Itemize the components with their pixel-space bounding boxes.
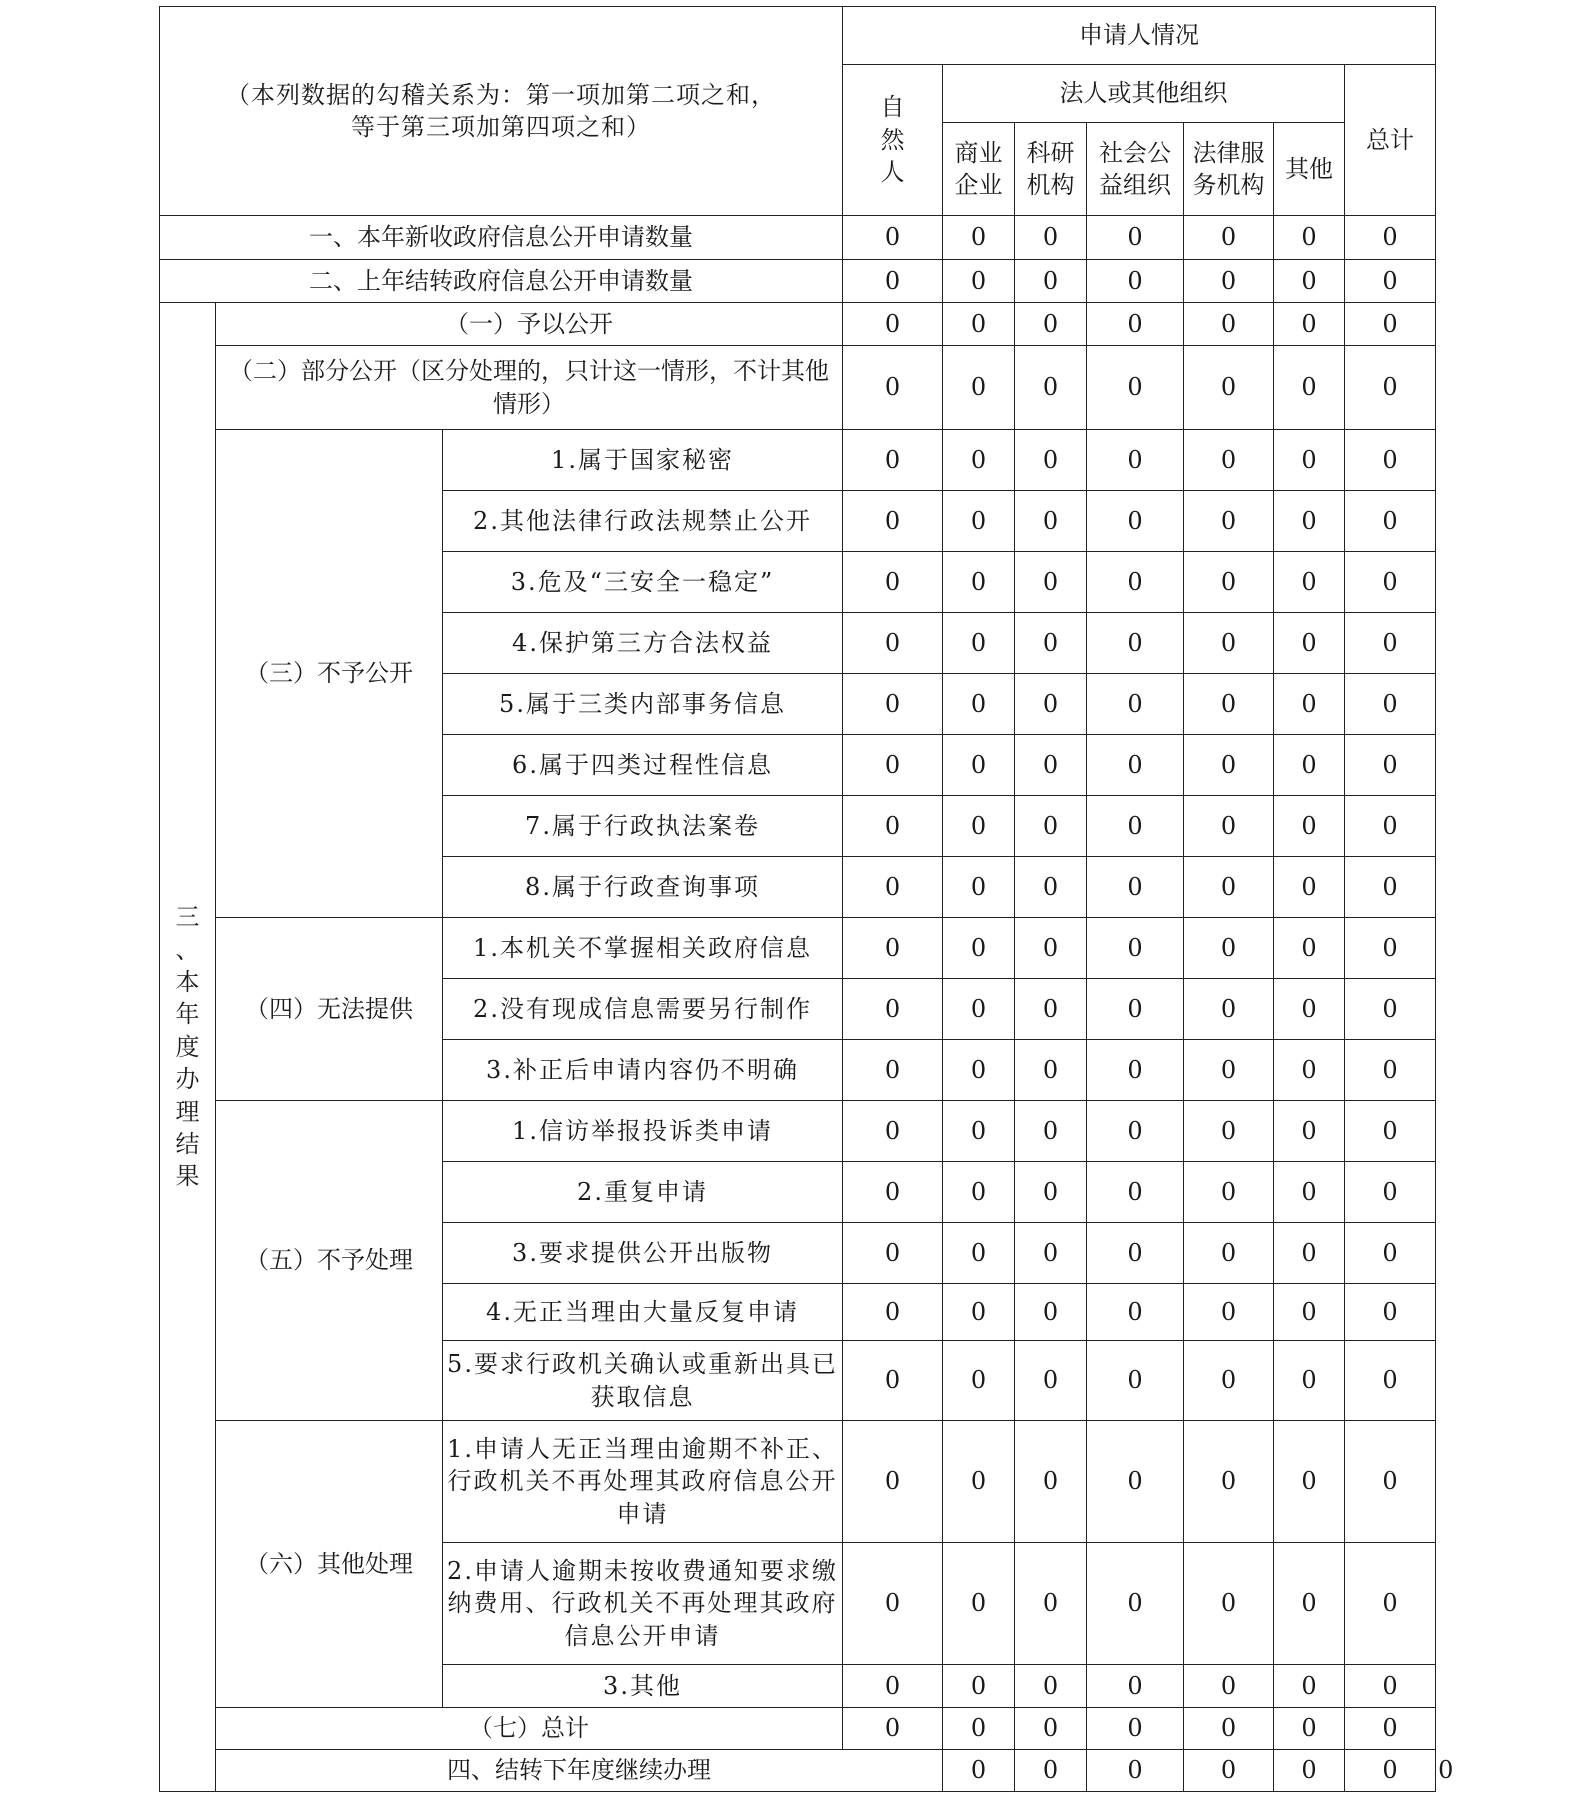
value-cell: 0	[1345, 1223, 1436, 1284]
item-g3-2: 2.其他法律行政法规禁止公开	[443, 491, 843, 552]
value-cell: 0	[1015, 674, 1087, 735]
value-cell: 0	[943, 735, 1015, 796]
section-results-vertical: 三 、 本 年 度 办 理 结 果	[160, 303, 216, 1792]
value-cell: 0	[943, 1040, 1015, 1101]
value-cell: 0	[943, 1223, 1015, 1284]
value-cell: 0	[1184, 491, 1274, 552]
section-new-requests: 一、本年新收政府信息公开申请数量	[160, 216, 843, 260]
value-cell: 0	[1087, 430, 1184, 491]
value-cell: 0	[943, 1101, 1015, 1162]
value-cell: 0	[1184, 260, 1274, 303]
value-cell: 0	[1087, 857, 1184, 918]
value-cell: 0	[1184, 216, 1274, 260]
value-cell: 0	[1015, 303, 1087, 346]
value-cell: 0	[1345, 260, 1436, 303]
value-cell: 0	[1087, 674, 1184, 735]
value-cell: 0	[1184, 674, 1274, 735]
value-cell: 0	[1184, 1750, 1274, 1792]
value-cell: 0	[1015, 1341, 1087, 1421]
value-cell: 0	[1087, 346, 1184, 430]
value-cell: 0	[1345, 430, 1436, 491]
value-cell: 0	[1087, 303, 1184, 346]
value-cell: 0	[1345, 613, 1436, 674]
value-cell: 0	[943, 857, 1015, 918]
value-cell: 0	[1274, 260, 1345, 303]
value-cell: 0	[1087, 796, 1184, 857]
value-cell: 0	[1345, 303, 1436, 346]
value-cell: 0	[843, 735, 943, 796]
item-g3-1: 1.属于国家秘密	[443, 430, 843, 491]
value-cell: 0	[843, 979, 943, 1040]
value-cell: 0	[943, 1162, 1015, 1223]
group-g6: （六）其他处理	[216, 1421, 443, 1708]
value-cell: 0	[1015, 1101, 1087, 1162]
value-cell: 0	[943, 613, 1015, 674]
value-cell: 0	[1345, 346, 1436, 430]
item-g4-3: 3.补正后申请内容仍不明确	[443, 1040, 843, 1101]
value-cell: 0	[843, 1284, 943, 1341]
value-cell: 0	[1015, 1421, 1087, 1543]
value-cell: 0	[843, 1341, 943, 1421]
section-carried-over: 二、上年结转政府信息公开申请数量	[160, 260, 843, 303]
value-cell: 0	[1345, 1284, 1436, 1341]
value-cell: 0	[943, 979, 1015, 1040]
value-cell: 0	[843, 796, 943, 857]
value-cell: 0	[1345, 918, 1436, 979]
value-cell: 0	[1087, 1341, 1184, 1421]
value-cell: 0	[1087, 1665, 1184, 1708]
value-cell: 0	[1184, 1284, 1274, 1341]
value-cell: 0	[1015, 216, 1087, 260]
item-g4-2: 2.没有现成信息需要另行制作	[443, 979, 843, 1040]
value-cell: 0	[843, 1101, 943, 1162]
value-cell: 0	[1345, 735, 1436, 796]
value-cell: 0	[1274, 552, 1345, 613]
social-header: 社会公益组织	[1087, 123, 1184, 216]
value-cell: 0	[1087, 1040, 1184, 1101]
item-g5-3: 3.要求提供公开出版物	[443, 1223, 843, 1284]
value-cell: 0	[1087, 979, 1184, 1040]
value-cell: 0	[843, 430, 943, 491]
value-cell: 0	[1015, 735, 1087, 796]
value-cell: 0	[843, 1665, 943, 1708]
value-cell: 0	[1015, 430, 1087, 491]
value-cell: 0	[1274, 1421, 1345, 1543]
value-cell: 0	[1274, 491, 1345, 552]
value-cell: 0	[1184, 1708, 1274, 1750]
value-cell: 0	[1087, 1101, 1184, 1162]
value-cell: 0	[1184, 1421, 1274, 1543]
value-cell: 0	[1184, 857, 1274, 918]
value-cell: 0	[1087, 918, 1184, 979]
value-cell: 0	[843, 1040, 943, 1101]
item-g5-4: 4.无正当理由大量反复申请	[443, 1284, 843, 1341]
natural-person-header: 自然人	[843, 65, 943, 216]
legal-service-header: 法律服务机构	[1184, 123, 1274, 216]
value-cell: 0	[1184, 918, 1274, 979]
value-cell: 0	[1345, 1421, 1436, 1543]
value-cell: 0	[943, 796, 1015, 857]
value-cell: 0	[1015, 346, 1087, 430]
value-cell: 0	[1015, 1284, 1087, 1341]
value-cell: 0	[1184, 303, 1274, 346]
value-cell: 0	[1015, 796, 1087, 857]
value-cell: 0	[1184, 1665, 1274, 1708]
value-cell: 0	[1184, 552, 1274, 613]
value-cell: 0	[943, 216, 1015, 260]
value-cell: 0	[943, 674, 1015, 735]
value-cell: 0	[1087, 1421, 1184, 1543]
value-cell: 0	[1274, 216, 1345, 260]
value-cell: 0	[1184, 346, 1274, 430]
group-g3: （三）不予公开	[216, 430, 443, 918]
value-cell: 0	[1015, 1223, 1087, 1284]
value-cell: 0	[943, 1421, 1015, 1543]
value-cell: 0	[1184, 1223, 1274, 1284]
value-cell: 0	[1087, 1543, 1184, 1665]
value-cell: 0	[1274, 613, 1345, 674]
value-cell: 0	[1184, 1543, 1274, 1665]
relation-note-line1: （本列数据的勾稽关系为：第一项加第二项之和，	[226, 80, 776, 109]
value-cell: 0	[1184, 1162, 1274, 1223]
value-cell: 0	[1087, 552, 1184, 613]
value-cell: 0	[1184, 613, 1274, 674]
value-cell: 0	[943, 430, 1015, 491]
value-cell: 0	[1274, 979, 1345, 1040]
value-cell: 0	[843, 346, 943, 430]
value-cell: 0	[1184, 796, 1274, 857]
value-cell: 0	[943, 260, 1015, 303]
value-cell: 0	[943, 1543, 1015, 1665]
value-cell: 0	[1087, 1708, 1184, 1750]
value-cell: 0	[1087, 491, 1184, 552]
value-cell: 0	[1274, 1040, 1345, 1101]
value-cell: 0	[1345, 1708, 1436, 1750]
value-cell: 0	[1274, 1543, 1345, 1665]
value-cell: 0	[1274, 1101, 1345, 1162]
value-cell: 0	[1015, 1708, 1087, 1750]
value-cell: 0	[1087, 735, 1184, 796]
value-cell: 0	[843, 1708, 943, 1750]
value-cell: 0	[1274, 1284, 1345, 1341]
group-total: （七）总计	[216, 1708, 843, 1750]
value-cell: 0	[843, 1223, 943, 1284]
value-cell: 0	[1015, 979, 1087, 1040]
value-cell: 0	[1345, 216, 1436, 260]
group-g5: （五）不予处理	[216, 1101, 443, 1421]
value-cell: 0	[1087, 1223, 1184, 1284]
item-g3-7: 7.属于行政执法案卷	[443, 796, 843, 857]
value-cell: 0	[1345, 979, 1436, 1040]
value-cell: 0	[1345, 1750, 1436, 1792]
value-cell: 0	[1345, 552, 1436, 613]
value-cell: 0	[1274, 674, 1345, 735]
value-cell: 0	[1345, 1543, 1436, 1665]
value-cell: 0	[843, 491, 943, 552]
section-carry-forward: 四、结转下年度继续办理	[216, 1750, 943, 1792]
item-g3-4: 4.保护第三方合法权益	[443, 613, 843, 674]
value-cell: 0	[943, 346, 1015, 430]
value-cell: 0	[1274, 1162, 1345, 1223]
value-cell: 0	[1015, 491, 1087, 552]
value-cell: 0	[1015, 1162, 1087, 1223]
value-cell: 0	[1274, 303, 1345, 346]
value-cell: 0	[1274, 1750, 1345, 1792]
value-cell: 0	[1274, 1341, 1345, 1421]
value-cell: 0	[1345, 1040, 1436, 1101]
value-cell: 0	[1345, 491, 1436, 552]
value-cell: 0	[843, 857, 943, 918]
value-cell: 0	[943, 918, 1015, 979]
value-cell: 0	[1184, 1101, 1274, 1162]
value-cell: 0	[1015, 613, 1087, 674]
value-cell: 0	[1184, 430, 1274, 491]
value-cell: 0	[1274, 1708, 1345, 1750]
total-header: 总计	[1345, 65, 1436, 216]
value-cell: 0	[1015, 857, 1087, 918]
research-header: 科研机构	[1015, 123, 1087, 216]
value-cell: 0	[1184, 1341, 1274, 1421]
item-g3-3: 3.危及“三安全一稳定”	[443, 552, 843, 613]
value-cell: 0	[843, 674, 943, 735]
value-cell: 0	[1015, 918, 1087, 979]
value-cell: 0	[1345, 1665, 1436, 1708]
value-cell: 0	[843, 1421, 943, 1543]
value-cell: 0	[943, 491, 1015, 552]
value-cell: 0	[1015, 1750, 1087, 1792]
value-cell: 0	[843, 1543, 943, 1665]
value-cell: 0	[1274, 1665, 1345, 1708]
value-cell: 0	[943, 1341, 1015, 1421]
value-cell: 0	[1345, 796, 1436, 857]
value-cell: 0	[843, 552, 943, 613]
value-cell: 0	[1087, 216, 1184, 260]
group-disclose: （一）予以公开	[216, 303, 843, 346]
value-cell: 0	[943, 1750, 1015, 1792]
item-g3-6: 6.属于四类过程性信息	[443, 735, 843, 796]
value-cell: 0	[1015, 1040, 1087, 1101]
legal-org-header: 法人或其他组织	[943, 65, 1345, 123]
value-cell: 0	[1087, 260, 1184, 303]
value-cell: 0	[843, 216, 943, 260]
value-cell: 0	[943, 552, 1015, 613]
item-g6-1: 1.申请人无正当理由逾期不补正、行政机关不再处理其政府信息公开申请	[443, 1421, 843, 1543]
value-cell: 0	[943, 1708, 1015, 1750]
commercial-header: 商业企业	[943, 123, 1015, 216]
item-g5-1: 1.信访举报投诉类申请	[443, 1101, 843, 1162]
value-cell: 0	[1274, 346, 1345, 430]
group-g4: （四）无法提供	[216, 918, 443, 1101]
value-cell: 0	[1345, 1341, 1436, 1421]
item-g4-1: 1.本机关不掌握相关政府信息	[443, 918, 843, 979]
value-cell: 0	[1015, 1665, 1087, 1708]
relation-note-line2: 等于第三项加第四项之和）	[351, 113, 651, 141]
value-cell: 0	[843, 303, 943, 346]
value-cell: 0	[1087, 1750, 1184, 1792]
item-g3-8: 8.属于行政查询事项	[443, 857, 843, 918]
value-cell: 0	[1345, 674, 1436, 735]
value-cell: 0	[1274, 796, 1345, 857]
item-g5-5: 5.要求行政机关确认或重新出具已获取信息	[443, 1341, 843, 1421]
value-cell: 0	[1087, 1162, 1184, 1223]
value-cell: 0	[843, 613, 943, 674]
value-cell: 0	[1274, 1223, 1345, 1284]
value-cell: 0	[943, 1665, 1015, 1708]
value-cell: 0	[1015, 552, 1087, 613]
item-g6-3: 3.其他	[443, 1665, 843, 1708]
value-cell: 0	[1345, 1101, 1436, 1162]
value-cell: 0	[1015, 1543, 1087, 1665]
value-cell: 0	[843, 918, 943, 979]
value-cell: 0	[1274, 857, 1345, 918]
item-g3-5: 5.属于三类内部事务信息	[443, 674, 843, 735]
value-cell: 0	[1274, 918, 1345, 979]
value-cell: 0	[1184, 1040, 1274, 1101]
applicant-header: 申请人情况	[843, 7, 1436, 65]
value-cell: 0	[1015, 260, 1087, 303]
value-cell: 0	[843, 1162, 943, 1223]
value-cell: 0	[843, 260, 943, 303]
value-cell: 0	[1274, 430, 1345, 491]
other-header: 其他	[1274, 123, 1345, 216]
value-cell: 0	[1345, 857, 1436, 918]
item-g5-2: 2.重复申请	[443, 1162, 843, 1223]
value-cell: 0	[1087, 613, 1184, 674]
group-partial-disclose: （二）部分公开（区分处理的，只计这一情形，不计其他情形）	[216, 346, 843, 430]
value-cell: 0	[1274, 735, 1345, 796]
item-g6-2: 2.申请人逾期未按收费通知要求缴纳费用、行政机关不再处理其政府信息公开申请	[443, 1543, 843, 1665]
disclosure-statistics-table: （本列数据的勾稽关系为：第一项加第二项之和， 等于第三项加第四项之和） 申请人情况 自然人 法人或其他组织 总计 商业企业 科研机构 社会公益组织 法律服务机构 其他 一、本年新收政府信息公开申请数量 0 0 0 0 0 0 0 二、上年结转政府信息公开申请数量 0 0 0 0 0 0 0 三 、 本 年 度 办 理 结 果 （一）予以公开 0 0 0 0 0 0 0 （二）部分公开（区分处理的，只计这一情形，不计其他情形） 0 0 0 0 0 0 0 （三）不予公开 1.属于国家秘密 0 0 0 0 0 0 0 2.其他法律行政法规禁止公开 0 0 0 0 0 0 0 3.危及“三安全一稳定” 0 0 0 0 0 0 0 4.保护第三方合法权益 0 0 0 0 0 0 0 5.属于三类内部事务信息 0 0 0 0 0 0 0 6.属于四类过程性信息 0 0 0 0 0 0 0 7.属于行政执法案卷 0 0 0 0 0 0 0 8.属于行政查询事项 0 0 0 0 0 0 0 （四）无法提供 1.本机关不掌握相关政府信息 0 0 0 0 0 0 0 2.没有现成信息需要另行制作 0 0 0 0 0 0 0 3.补正后申请内容仍不明确 0 0 0 0 0 0 0 （五）不予处理 1.信访举报投诉类申请 0 0 0 0 0 0 0 2.重复申请 0 0 0 0 0 0 0 3.要求提供公开出版物 0 0 0 0 0 0 0 4.无正当理由大量反复申请 0 0 0 0 0 0 0 5.要求行政机关确认或重新出具已获取信息 0 0 0 0 0 0 0 （六）其他处理 1.申请人无正当理由逾期不补正、行政机关不再处理其政府信息公开申请 0 0 0 0 0 0 0 2.申请人逾期未按收费通知要求缴纳费用、行政机关不再处理其政府信息公开申请 0 0 0 0 0 0 0 3.其他 0 0 0 0 0 0 0 （七）总计 0 0 0 0 0 0 0 四、结转下年度继续办理 0 0 0 0 0 0 0	[159, 6, 1436, 1792]
value-cell: 0	[943, 303, 1015, 346]
value-cell: 0	[1184, 735, 1274, 796]
value-cell: 0	[1184, 979, 1274, 1040]
value-cell: 0	[1345, 1162, 1436, 1223]
value-cell: 0	[943, 1284, 1015, 1341]
relation-note	[160, 7, 843, 216]
value-cell: 0	[1087, 1284, 1184, 1341]
